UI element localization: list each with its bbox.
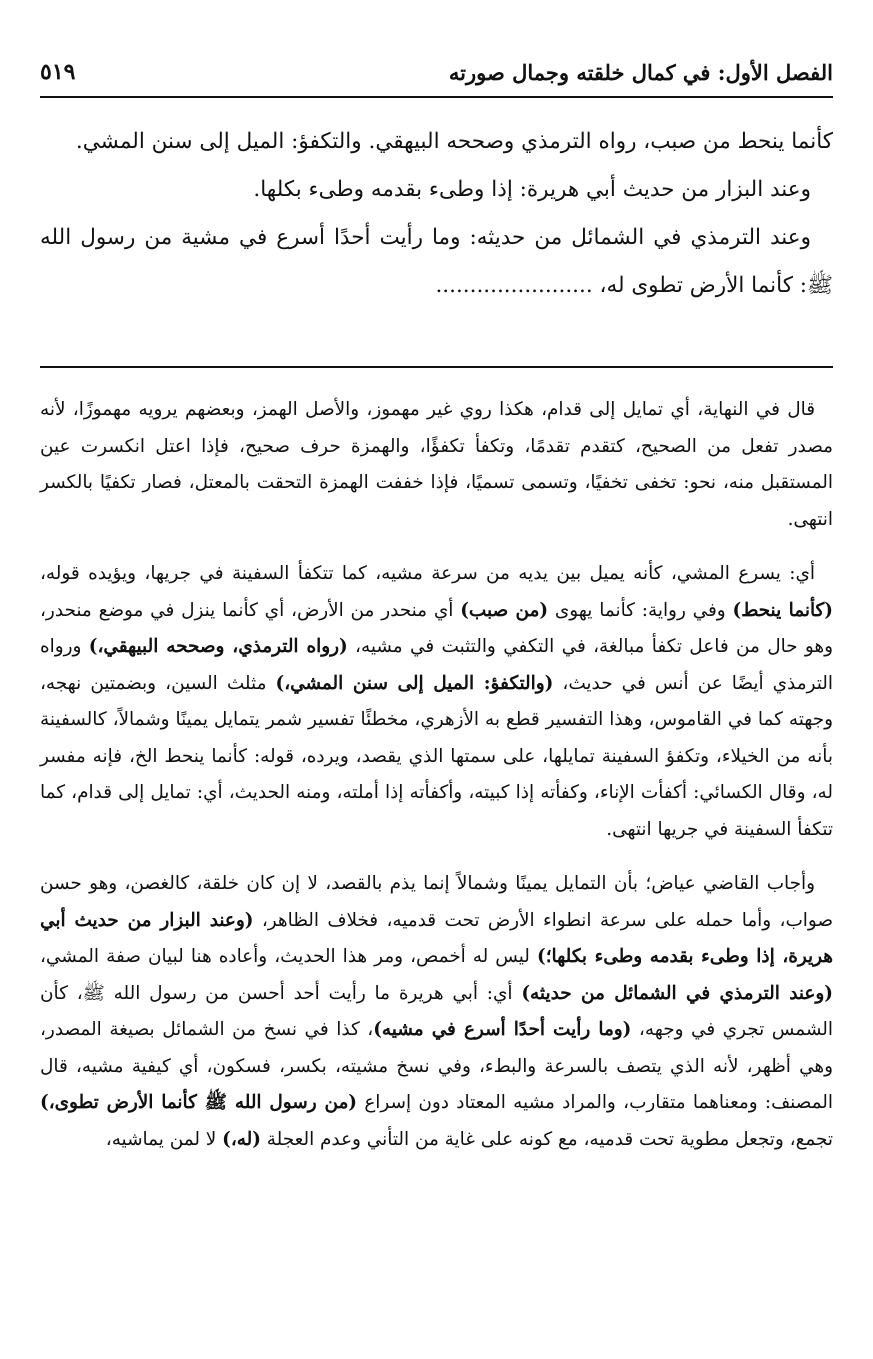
commentary-paragraph-2	[40, 556, 833, 848]
header-divider	[40, 96, 833, 98]
quoted-matn: (وعند الترمذي في الشمائل من حديثه)	[521, 982, 833, 1004]
quoted-matn: (له،)	[222, 1128, 261, 1150]
main-paragraph-3	[40, 214, 833, 310]
ellipsis-dots: .......................	[435, 273, 593, 298]
quoted-matn: (والتكفؤ: الميل إلى سنن المشي،)	[275, 672, 554, 694]
main-paragraph-1: كأنما ينحط من صبب، رواه الترمذي وصححه البيهقي. والتكفؤ: الميل إلى سنن المشي.	[75, 129, 833, 154]
text-run: أي: يسرع المشي، كأنه يميل بين يديه من سرعة مشيه، كما تتكفأ السفينة في جريها، ويؤيده قوله،	[40, 563, 815, 584]
quoted-matn: (كأنما ينحط)	[732, 599, 834, 621]
quoted-matn: (وعند البزار من حديث أبي هريرة، إذا وطىء بقدمه وطىء بكلها؛)	[40, 909, 834, 967]
quoted-matn: (من صبب)	[460, 599, 549, 621]
quoted-matn: (من رسول الله ﷺ كأنما الأرض تطوى،)	[40, 1092, 357, 1113]
text-run: أي: أبي هريرة ما رأيت أحد أحسن من رسول الله ﷺ، كأن الشمس تجري في وجهه،	[40, 982, 833, 1040]
text-run: وأجاب القاضي عياض؛ بأن التمايل يمينًا وشمالاً إنما يذم بالقصد، لا إن كان خلقة، كالغصن، وهو حسن صواب، وأما حمله على سرعة انطواء الأرض تحت قدميه، فخلاف الظاهر،	[40, 873, 834, 931]
text-run: ليس له أخمص، ومر هذا الحديث، وأعاده هنا لبيان صفة المشي،	[40, 946, 537, 967]
commentary	[40, 392, 833, 1176]
main-text	[40, 118, 833, 310]
commentary-paragraph-1: قال في النهاية، أي تمايل إلى قدام، هكذا روي غير مهموز، والأصل الهمز، وبعضهم يرويه مهموزًا، لأنه مصدر تفعل من الصحيح، كتقدم تقدمًا، وتكفأ تكفؤًا، والهمزة حرف صحيح، فإذا اعتل انكسرت عين المستقبل منه، نحو: تخفى تخفيًا، وتسمى تسميًا، فإذا خففت الهمزة التحقت بالمعتل، فصار تكفيًا بالكسر انتهى.	[40, 399, 833, 530]
text-run: أي منحدر من الأرض، أي كأنما ينزل في موضع منحدر، وهو حال من فاعل تكفأ مبالغة، في التكفي والتثبت في مشيه،	[40, 599, 833, 657]
main-paragraph-3-text: وعند الترمذي في الشمائل من حديثه: وما رأيت أحدًا أسرع في مشية من رسول الله ﷺ: كأنما الأرض تطوى له،	[40, 225, 833, 298]
page-header	[40, 52, 833, 92]
book-page	[40, 0, 833, 1359]
main-paragraph-2: وعند البزار من حديث أبي هريرة: إذا وطىء بقدمه وطىء بكلها.	[253, 177, 811, 202]
commentary-paragraph-3	[40, 866, 833, 1158]
page-number: ٥١٩	[40, 59, 76, 85]
quoted-matn: (وما رأيت أحدًا أسرع في مشيه)	[373, 1019, 632, 1040]
quoted-matn: (رواه الترمذي، وصححه البيهقي،)	[88, 636, 348, 657]
text-run: مثلث السين، وبضمتين نهجه، وجهته كما في القاموس، وهذا التفسير قطع به الأزهري، مخطئًا تفسير شمر يتمايل يمينًا وشمالاً، كالسفينة بأنه من الخيلاء، وتكفؤ السفينة تمايلها، على سمتها الذي يقصد، ويرده، قوله: كأنما ينحط الخ، فإنه مفسر له، وقال الكسائي: أكفأت الإناء، وكفأته إذا كبيته، وأكفأته إذا أملته، ومنه الحديث، أي: تمايل إلى قدام، كما تتكفأ السفينة في جريها انتهى.	[40, 672, 833, 840]
text-run: تجمع، وتجعل مطوية تحت قدميه، مع كونه على غاية من التأني وعدم العجلة	[260, 1128, 833, 1150]
text-run: وفي رواية: كأنما يهوى	[548, 599, 733, 621]
text-run: لا لمن يماشيه،	[105, 1128, 223, 1150]
chapter-title: الفصل الأول: في كمال خلقته وجمال صورته	[448, 59, 833, 85]
text-run: ورواه الترمذي أيضًا عن أنس في حديث،	[40, 636, 833, 694]
text-run: ، كذا في نسخ من الشمائل بصيغة المصدر، وهي أظهر، لأنه الذي يتصف بالسرعة والبطء، وفي نسخ مشيته، بكسر، فسكون، أي كيفية مشيه، قال المصنف: ومعناهما متقارب، والمراد مشيه المعتاد دون إسراع	[40, 1019, 833, 1113]
commentary-divider	[40, 366, 833, 368]
